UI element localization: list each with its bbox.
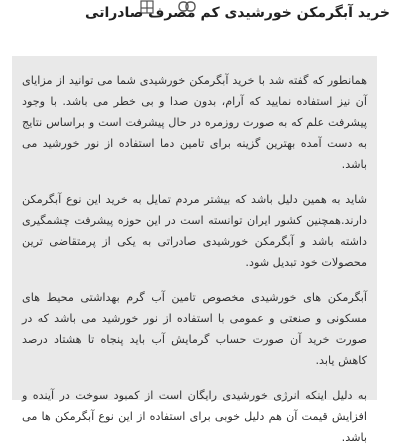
header-bar xyxy=(0,0,400,36)
paragraph: همانطور که گفته شد با خرید آبگرمکن خورشیدی شما می توانید از مزایای آن نیز استفاده نمایید که آرام، بدون صدا و بی خطر می باشد. با وجود پیشرفت علم که به صورت روزمره در حال پیشرفت است و براساس نتایج به دست آمده بهترین گزینه برای تامین دما استفاده از نور خورشید می باشد. xyxy=(22,74,367,171)
page-title: خرید آبگرمکن خورشیدی کم مصرف صادراتی xyxy=(85,5,390,21)
paragraph: به دلیل اینکه انرژی خورشیدی رایگان است از کمبود سوخت در آینده و افزایش قیمت آن هم دلیل خوبی برای استفاده از این نوع آبگرمکن ها می باشد. xyxy=(22,389,367,444)
paragraph: آبگرمکن های خورشیدی مخصوص تامین آب گرم بهداشتی محیط های مسکونی و صنعتی و عمومی با استفاده از نور خورشید می باشد که در صورت خرید آن صورت حساب گرمایش آب باید پنجاه تا هشتاد درصد کاهش یابد. xyxy=(22,291,367,367)
paragraph: شاید به همین دلیل باشد که بیشتر مردم تمایل به خرید این نوع آبگرمکن دارند.همچنین کشور ایران توانسته است در این حوزه پیشرفت چشمگیری داشته باشد و آبگرمکن خورشیدی صادراتی به یکی از پرمتقاضی ترین محصولات خود تبدیل شود. xyxy=(22,193,367,269)
article-body xyxy=(12,56,377,444)
